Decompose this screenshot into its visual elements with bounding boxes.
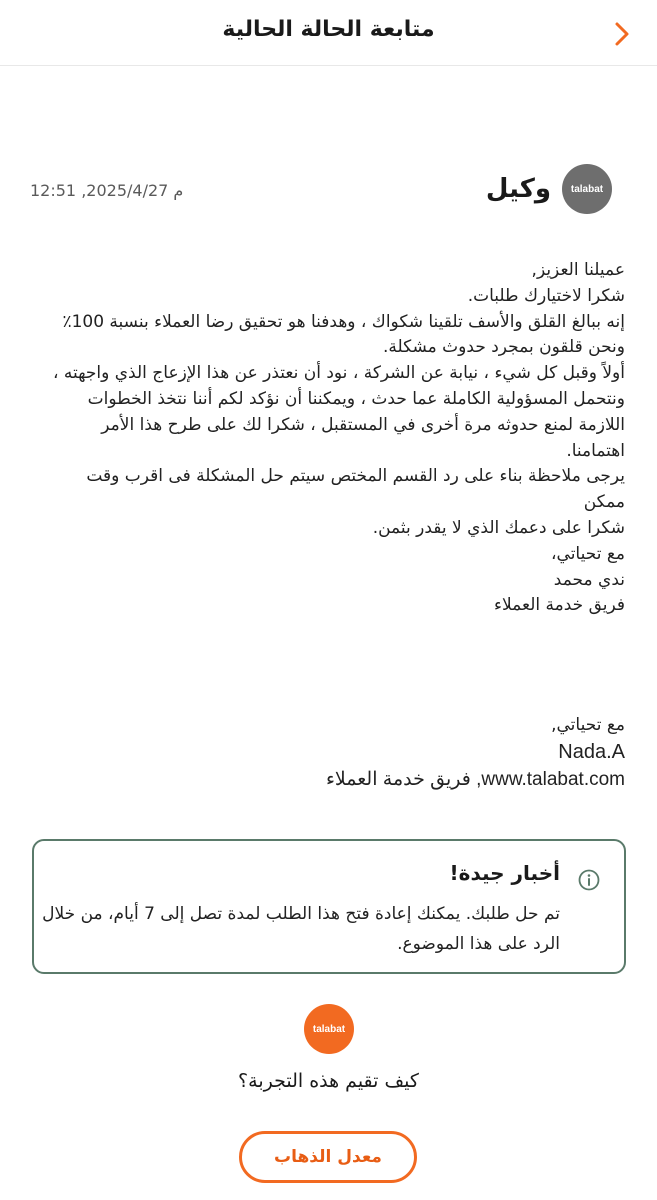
notice-text: تم حل طلبك. يمكنك إعادة فتح هذا الطلب لمدة تصل إلى 7 أيام، من خلال الرد على هذا الموضوع. [42, 904, 560, 954]
message-line: شكرا لاختيارك طلبات. [467, 285, 625, 306]
rate-button-label: معدل الذهاب [274, 1147, 382, 1167]
sender-name: وكيل [485, 174, 551, 204]
message-line: شكرا على دعمك الذي لا يقدر بثمن. [372, 517, 625, 538]
rate-button[interactable] [239, 1131, 417, 1183]
message-line: مع تحياتي، [551, 543, 625, 564]
message-line: إنه ببالغ القلق والأسف تلقينا شكواك ، وهدفنا هو تحقيق رضا العملاء بنسبة 100٪ ونحن قلقون بمجرد حدوث مشكلة. [62, 311, 625, 358]
signature-regards: مع تحياتي, [551, 715, 625, 735]
agent-avatar: talabat [562, 164, 612, 214]
info-icon [578, 869, 600, 891]
message-body [40, 258, 625, 619]
message-line: فريق خدمة العملاء [494, 595, 625, 616]
message-line: يرجى ملاحظة بناء على رد القسم المختص سيتم حل المشكلة فى اقرب وقت ممكن [86, 466, 625, 513]
talabat-logo: talabat [304, 1004, 354, 1054]
message-line: أولاً وقبل كل شيء ، نيابة عن الشركة ، نود أن نعتذر عن هذا الإزعاج الذي واجهته ، ونتحمل المسؤولية الكاملة عما حدث ، ويمكننا أن نؤكد لكم أننا نتخذ الخطوات اللازمة لمنع حدوثه مرة أخرى في المستقبل ، شكرا لك على طرح هذا الأمر اهتمامنا. [52, 363, 625, 461]
page-title: متابعة الحالة الحالية [222, 17, 435, 42]
signature-block [40, 712, 625, 793]
rating-question: كيف تقيم هذه التجربة؟ [238, 1070, 419, 1092]
signature-team: www.talabat.com, فريق خدمة العملاء [325, 769, 625, 790]
greeting: عميلنا العزيز, [531, 260, 625, 280]
notice-title: أخبار جيدة! [449, 861, 560, 885]
good-news-notice [32, 839, 626, 974]
back-button[interactable] [606, 18, 638, 50]
top-bar [0, 0, 657, 66]
chevron-right-icon [614, 21, 630, 47]
message-timestamp: 12:51 ,2025/4/27 م [30, 181, 184, 200]
signature-name: Nada.A [558, 741, 625, 763]
message-line: ندي محمد [553, 569, 625, 590]
